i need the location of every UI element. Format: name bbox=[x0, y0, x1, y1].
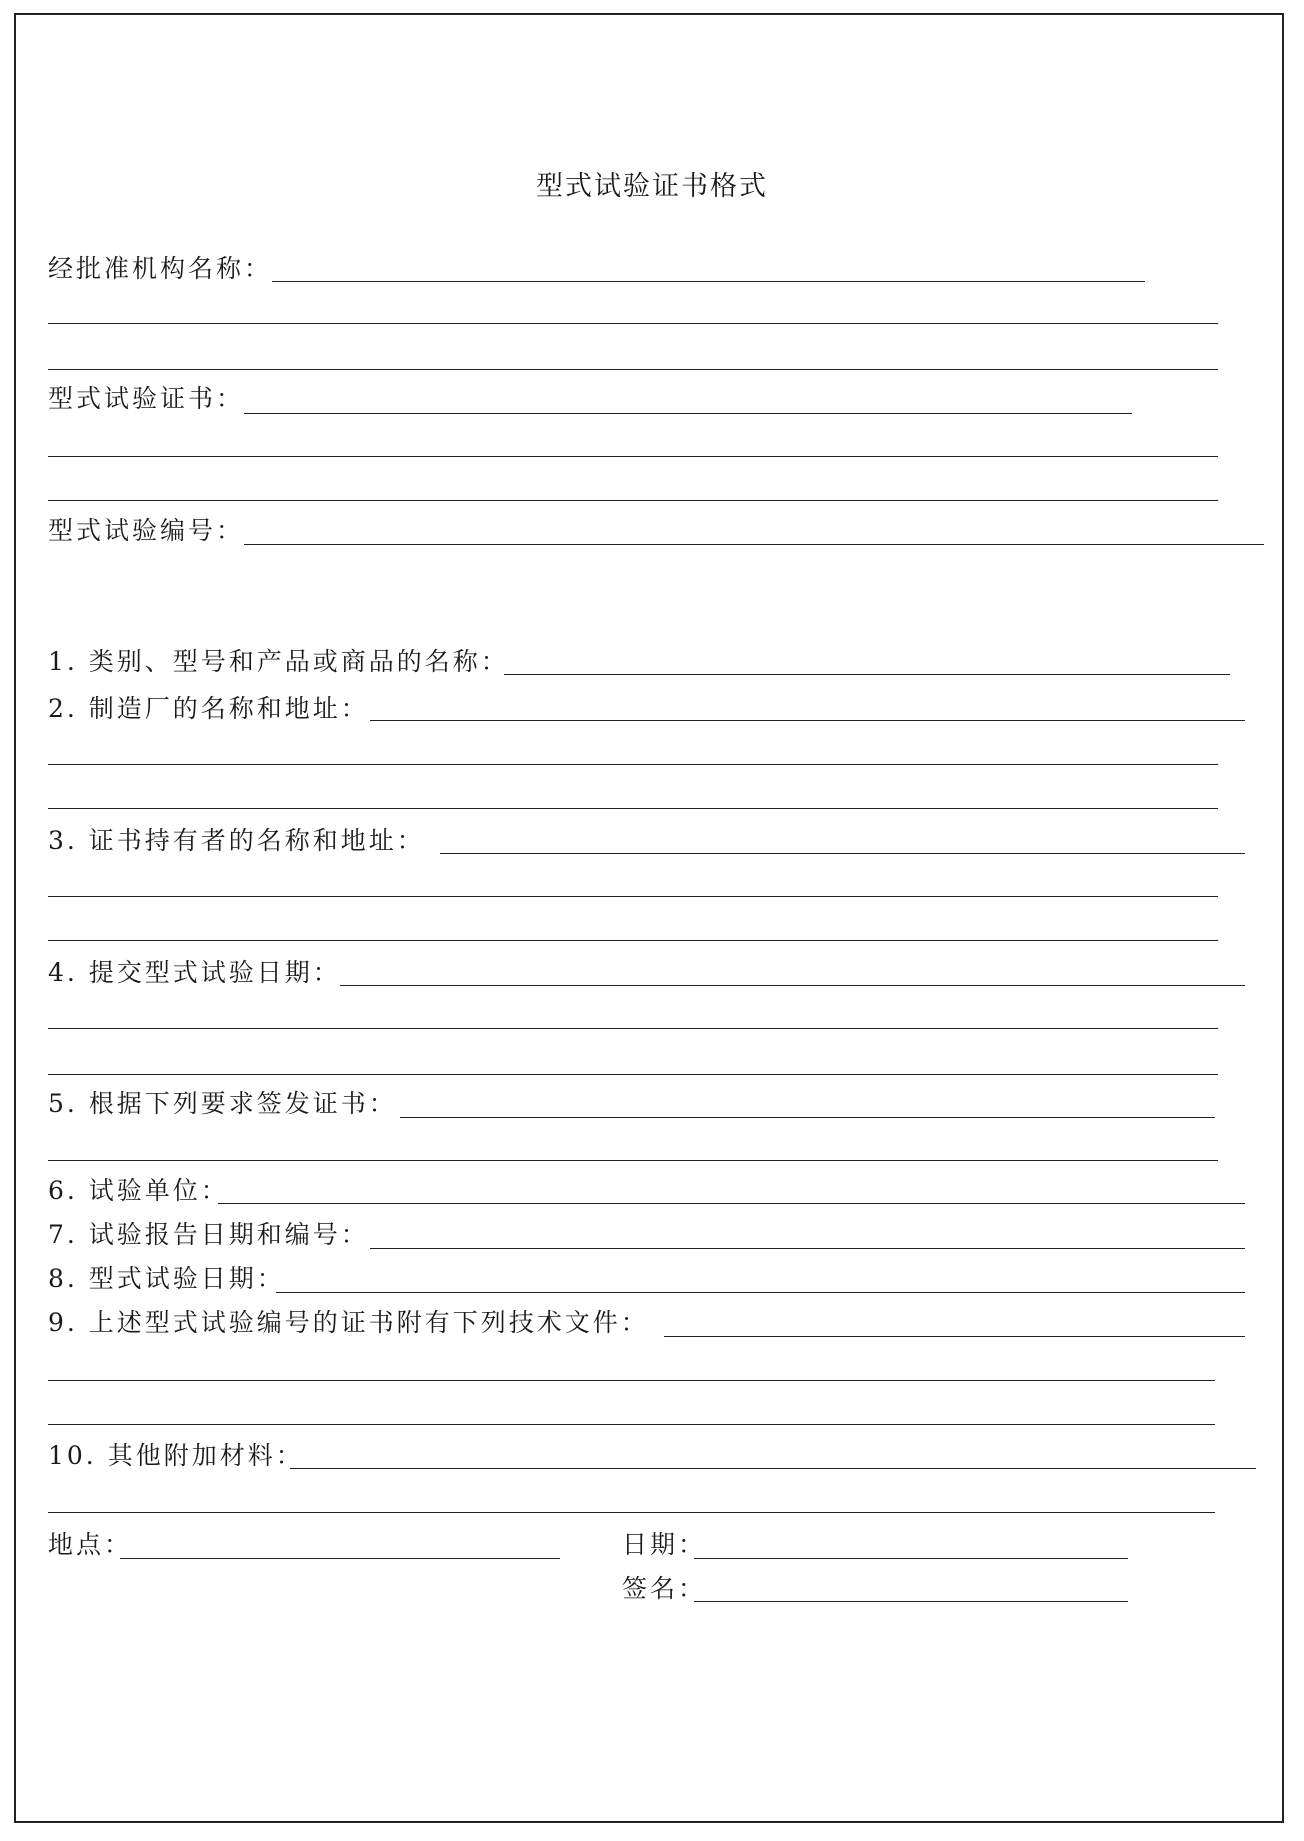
test-number-field[interactable] bbox=[244, 544, 1264, 545]
item-2-field[interactable] bbox=[370, 720, 1245, 721]
item-3-field-line-2[interactable] bbox=[48, 896, 1218, 897]
page-title: 型式试验证书格式 bbox=[536, 171, 768, 202]
item-4-field-line-3[interactable] bbox=[48, 1074, 1218, 1075]
item-1-field[interactable] bbox=[504, 674, 1230, 675]
signature-label: 签名： bbox=[622, 1574, 707, 1603]
approved-body-field-line-2[interactable] bbox=[48, 323, 1218, 324]
date-field[interactable] bbox=[694, 1558, 1128, 1559]
item-5-label: 5. 根据下列要求签发证书： bbox=[48, 1089, 397, 1118]
item-4-label: 4. 提交型式试验日期： bbox=[48, 958, 341, 987]
certificate-label: 型式试验证书： bbox=[48, 384, 245, 413]
item-8-field[interactable] bbox=[276, 1292, 1245, 1293]
item-2-label: 2. 制造厂的名称和地址： bbox=[48, 694, 369, 723]
approved-body-field-line-3[interactable] bbox=[48, 369, 1218, 370]
approved-body-label: 经批准机构名称： bbox=[48, 254, 273, 283]
item-7-field[interactable] bbox=[370, 1248, 1245, 1249]
item-10-field-line-2[interactable] bbox=[48, 1512, 1215, 1513]
item-9-label: 9. 上述型式试验编号的证书附有下列技术文件： bbox=[48, 1308, 649, 1337]
item-10-field[interactable] bbox=[290, 1468, 1256, 1469]
certificate-field-line-2[interactable] bbox=[48, 456, 1218, 457]
item-5-field[interactable] bbox=[400, 1117, 1215, 1118]
place-field[interactable] bbox=[120, 1558, 560, 1559]
item-2-field-line-2[interactable] bbox=[48, 764, 1218, 765]
item-2-field-line-3[interactable] bbox=[48, 808, 1218, 809]
approved-body-field[interactable] bbox=[272, 281, 1145, 282]
item-1-label: 1. 类别、型号和产品或商品的名称： bbox=[48, 647, 509, 676]
item-4-field-line-2[interactable] bbox=[48, 1028, 1218, 1029]
date-label: 日期： bbox=[622, 1530, 707, 1559]
item-10-label: 10. 其他附加材料： bbox=[48, 1441, 304, 1470]
item-3-field-line-3[interactable] bbox=[48, 940, 1218, 941]
item-6-label: 6. 试验单位： bbox=[48, 1176, 229, 1205]
certificate-field-line-3[interactable] bbox=[48, 500, 1218, 501]
item-5-field-line-2[interactable] bbox=[48, 1160, 1218, 1161]
item-9-field-line-3[interactable] bbox=[48, 1424, 1215, 1425]
place-label: 地点： bbox=[48, 1530, 133, 1559]
item-7-label: 7. 试验报告日期和编号： bbox=[48, 1220, 369, 1249]
certificate-field[interactable] bbox=[244, 413, 1132, 414]
item-3-label: 3. 证书持有者的名称和地址： bbox=[48, 826, 425, 855]
item-9-field[interactable] bbox=[664, 1336, 1245, 1337]
test-number-label: 型式试验编号： bbox=[48, 516, 245, 545]
item-8-label: 8. 型式试验日期： bbox=[48, 1264, 285, 1293]
signature-field[interactable] bbox=[694, 1601, 1128, 1602]
item-3-field[interactable] bbox=[440, 853, 1245, 854]
item-6-field[interactable] bbox=[218, 1203, 1245, 1204]
item-9-field-line-2[interactable] bbox=[48, 1380, 1215, 1381]
item-4-field[interactable] bbox=[340, 985, 1245, 986]
